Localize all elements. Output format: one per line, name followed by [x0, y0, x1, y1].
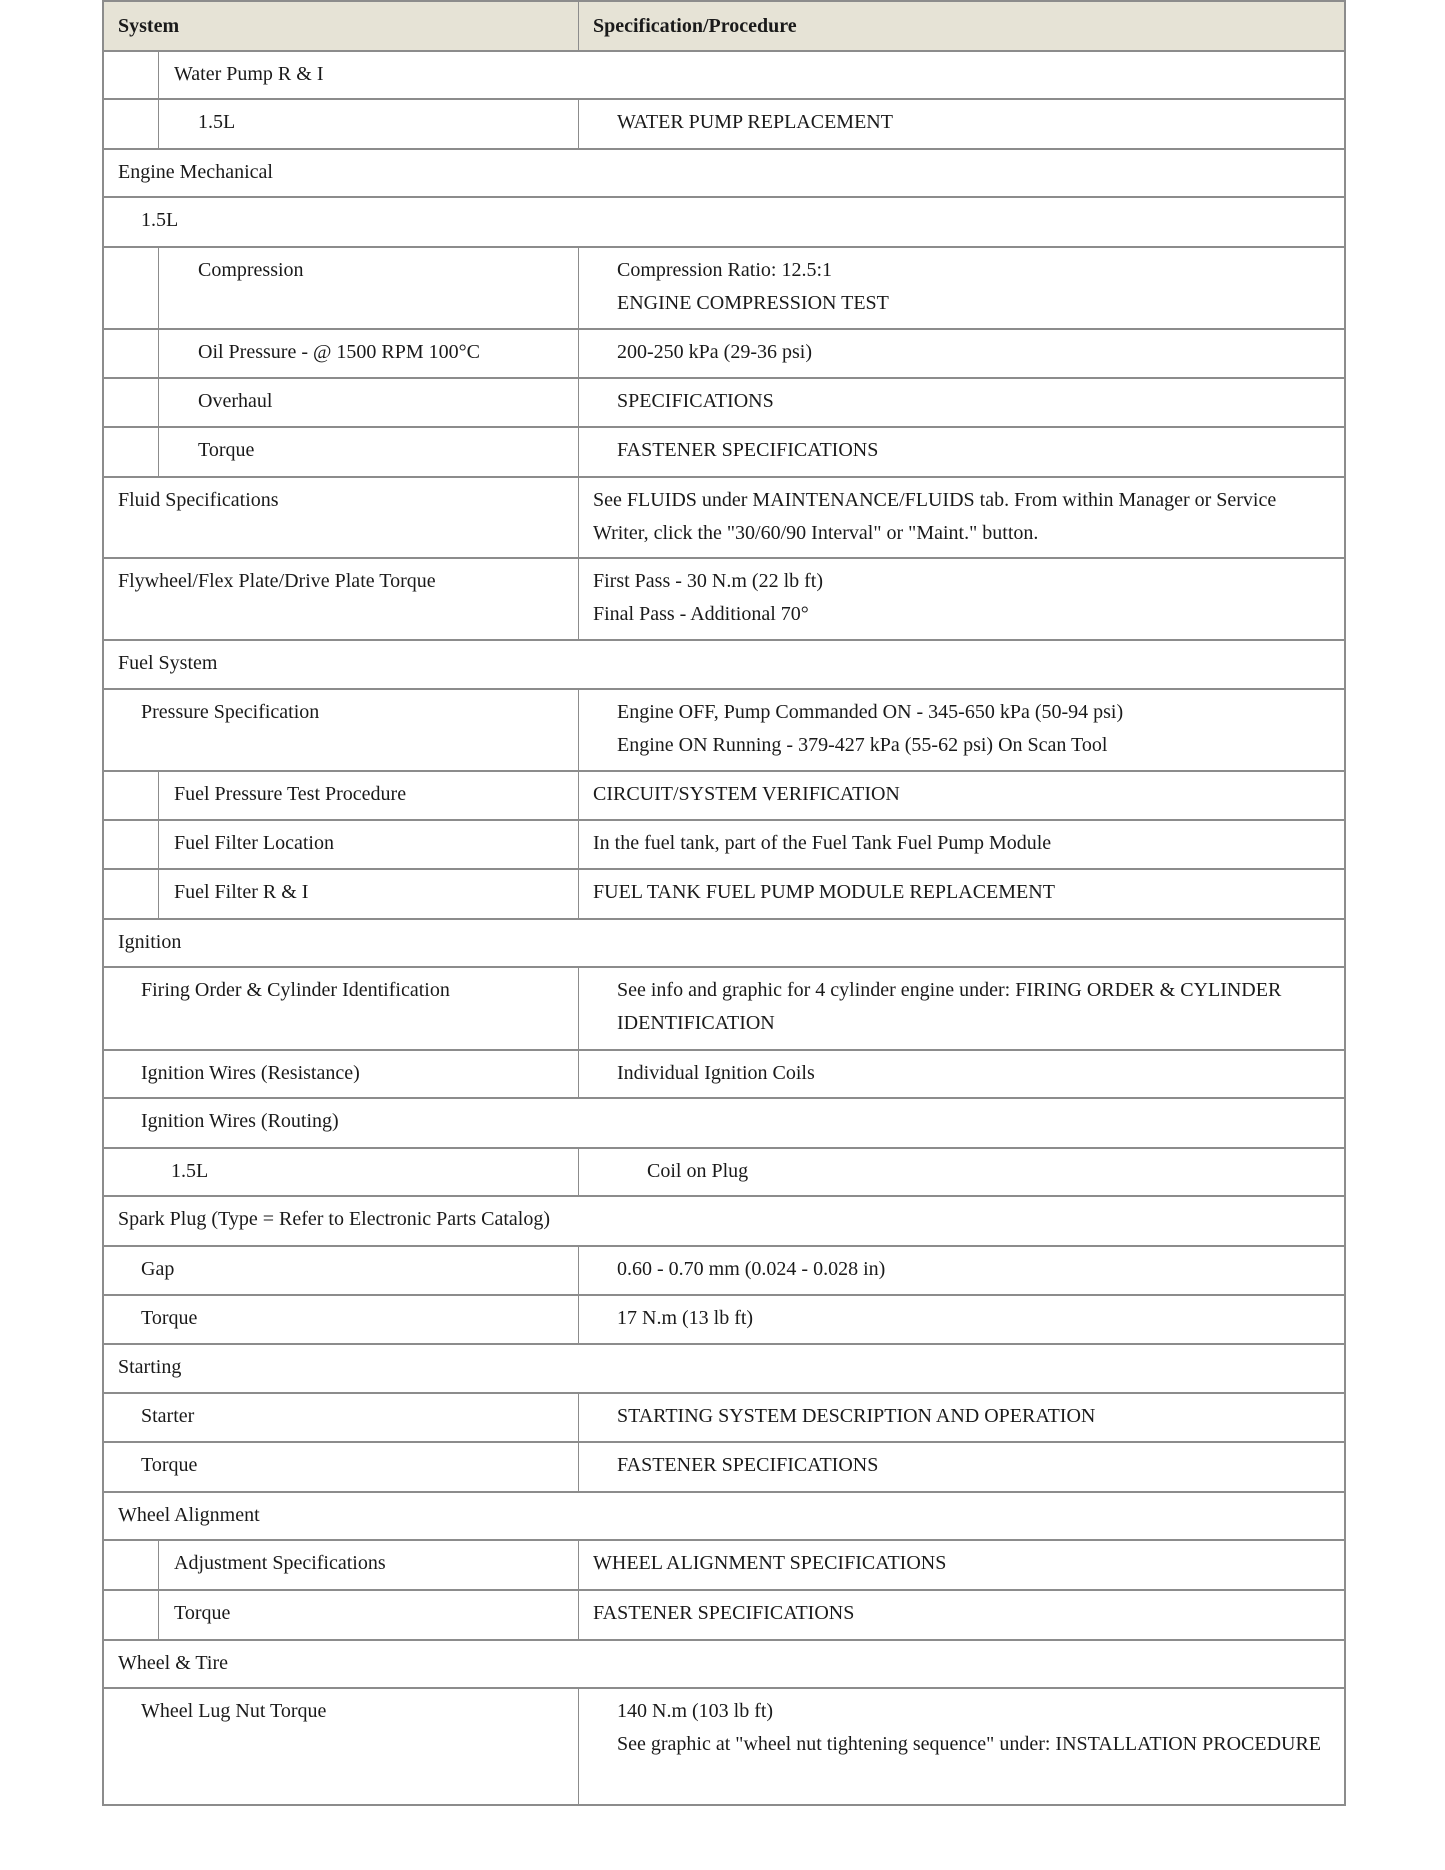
spec-line: ENGINE COMPRESSION TEST [617, 292, 889, 314]
indent-gutter-line [158, 428, 159, 476]
indent-gutter-line [158, 330, 159, 377]
indent-gutter-line [158, 379, 159, 426]
spec-cell [579, 821, 1344, 868]
spec-line: FASTENER SPECIFICATIONS [617, 1454, 879, 1476]
table-row [104, 1099, 1344, 1149]
spec-line: 17 N.m (13 lb ft) [617, 1307, 754, 1329]
system-cell: Fuel Pressure Test Procedure [104, 772, 579, 819]
system-cell: Ignition Wires (Resistance) [104, 1051, 579, 1097]
system-cell: Water Pump R & I [174, 63, 324, 85]
spec-line: Final Pass - Additional 70° [593, 603, 809, 625]
table-row [104, 1541, 1344, 1591]
spec-cell [579, 248, 1344, 328]
spec-line: CIRCUIT/SYSTEM VERIFICATION [593, 783, 900, 805]
spec-cell [579, 1591, 1344, 1639]
table-row [104, 559, 1344, 641]
table-row [104, 920, 1344, 968]
spec-line: SPECIFICATIONS [617, 390, 774, 412]
spec-table [102, 0, 1346, 1806]
spec-line: See FLUIDS under MAINTENANCE/FLUIDS tab. From within Manager or Service Writer, click the "30/60/90 Interval" or "Maint." button. [593, 489, 1281, 544]
spec-line: First Pass - 30 N.m (22 lb ft) [593, 570, 823, 592]
system-cell: Compression [104, 248, 579, 328]
header-specification: Specification/Procedure [593, 14, 797, 37]
system-cell: Fuel Filter R & I [104, 870, 579, 918]
spec-cell [579, 379, 1344, 426]
table-header [104, 2, 1344, 52]
indent-gutter-line [158, 248, 159, 328]
system-cell: Overhaul [104, 379, 579, 426]
table-row [104, 100, 1344, 150]
spec-line: WATER PUMP REPLACEMENT [617, 111, 893, 133]
spec-cell [579, 1541, 1344, 1589]
table-row [104, 428, 1344, 478]
spec-cell [579, 690, 1344, 770]
spec-line: See graphic at "wheel nut tightening sequence" under: INSTALLATION PROCEDURE [617, 1733, 1322, 1755]
spec-line: Engine ON Running - 379-427 kPa (55-62 psi) On Scan Tool [617, 734, 1108, 756]
table-row [104, 330, 1344, 379]
spec-cell [579, 1689, 1344, 1804]
table-body [104, 52, 1344, 1804]
system-cell: Starter [104, 1394, 579, 1441]
system-cell: Fuel System [118, 652, 218, 674]
indent-gutter-line [158, 870, 159, 918]
table-row [104, 870, 1344, 920]
system-cell: Starting [118, 1356, 182, 1378]
spec-line: 200-250 kPa (29-36 psi) [617, 341, 812, 363]
system-cell: Torque [104, 428, 579, 476]
system-cell: Torque [104, 1443, 579, 1491]
spec-cell [579, 559, 1344, 639]
table-row [104, 690, 1344, 772]
system-cell: Torque [104, 1296, 579, 1343]
spec-cell [579, 1296, 1344, 1343]
system-cell: Oil Pressure - @ 1500 RPM 100°C [104, 330, 579, 377]
table-row [104, 1345, 1344, 1394]
system-cell: Flywheel/Flex Plate/Drive Plate Torque [104, 559, 579, 639]
spec-cell [579, 428, 1344, 476]
table-row [104, 379, 1344, 428]
system-cell: Torque [104, 1591, 579, 1639]
spec-cell [579, 1394, 1344, 1441]
spec-line: Compression Ratio: 12.5:1 [617, 259, 832, 281]
system-cell: Firing Order & Cylinder Identification [104, 968, 579, 1049]
system-cell: Spark Plug (Type = Refer to Electronic Parts Catalog) [118, 1208, 550, 1230]
system-cell: Wheel & Tire [118, 1652, 228, 1674]
spec-cell [579, 1247, 1344, 1294]
table-row [104, 1443, 1344, 1493]
table-row [104, 150, 1344, 198]
spec-line: Individual Ignition Coils [617, 1062, 815, 1084]
spec-cell [579, 100, 1344, 148]
table-row [104, 821, 1344, 870]
system-cell: Ignition [118, 931, 182, 953]
spec-cell [579, 1149, 1344, 1195]
indent-gutter-line [158, 100, 159, 148]
table-row [104, 52, 1344, 100]
table-row [104, 1689, 1344, 1804]
spec-cell [579, 968, 1344, 1049]
table-row [104, 1394, 1344, 1443]
spec-line: Coil on Plug [647, 1160, 749, 1182]
system-cell: 1.5L [104, 100, 579, 148]
system-cell: 1.5L [104, 1149, 579, 1195]
system-cell: Ignition Wires (Routing) [141, 1110, 339, 1132]
system-cell: Fuel Filter Location [104, 821, 579, 868]
header-system: System [104, 2, 579, 50]
table-row [104, 1051, 1344, 1099]
system-cell: Adjustment Specifications [104, 1541, 579, 1589]
spec-cell [579, 478, 1344, 557]
indent-gutter-line [158, 1591, 159, 1639]
spec-cell [579, 330, 1344, 377]
system-cell: Pressure Specification [104, 690, 579, 770]
indent-gutter-line [158, 52, 159, 98]
system-cell: Fluid Specifications [104, 478, 579, 557]
table-row [104, 641, 1344, 690]
spec-line: In the fuel tank, part of the Fuel Tank Fuel Pump Module [593, 832, 1052, 854]
table-row [104, 478, 1344, 559]
table-row [104, 1493, 1344, 1541]
table-row [104, 198, 1344, 248]
spec-line: FASTENER SPECIFICATIONS [593, 1602, 855, 1624]
spec-line: Engine OFF, Pump Commanded ON - 345-650 kPa (50-94 psi) [617, 701, 1124, 723]
system-cell: Engine Mechanical [118, 161, 273, 183]
table-row [104, 1591, 1344, 1641]
indent-gutter-line [158, 772, 159, 819]
spec-line: FUEL TANK FUEL PUMP MODULE REPLACEMENT [593, 881, 1055, 903]
spec-line: 140 N.m (103 lb ft) [617, 1700, 774, 1722]
table-row [104, 1197, 1344, 1247]
spec-cell [579, 772, 1344, 819]
table-row [104, 248, 1344, 330]
indent-gutter-line [158, 821, 159, 868]
spec-line: WHEEL ALIGNMENT SPECIFICATIONS [593, 1552, 947, 1574]
table-row [104, 1149, 1344, 1197]
spec-cell [579, 870, 1344, 918]
system-cell: Wheel Alignment [118, 1504, 260, 1526]
system-cell: Wheel Lug Nut Torque [104, 1689, 579, 1804]
spec-line: STARTING SYSTEM DESCRIPTION AND OPERATION [617, 1405, 1096, 1427]
system-cell: 1.5L [141, 209, 179, 231]
spec-line: FASTENER SPECIFICATIONS [617, 439, 879, 461]
table-row [104, 1641, 1344, 1689]
spec-line: 0.60 - 0.70 mm (0.024 - 0.028 in) [617, 1258, 886, 1280]
table-row [104, 968, 1344, 1051]
table-row [104, 772, 1344, 821]
table-row [104, 1247, 1344, 1296]
table-row [104, 1296, 1344, 1345]
spec-cell [579, 1051, 1344, 1097]
system-cell: Gap [104, 1247, 579, 1294]
spec-line: See info and graphic for 4 cylinder engine under: FIRING ORDER & CYLINDER IDENTIFICATION [617, 979, 1287, 1034]
indent-gutter-line [158, 1541, 159, 1589]
spec-cell [579, 1443, 1344, 1491]
